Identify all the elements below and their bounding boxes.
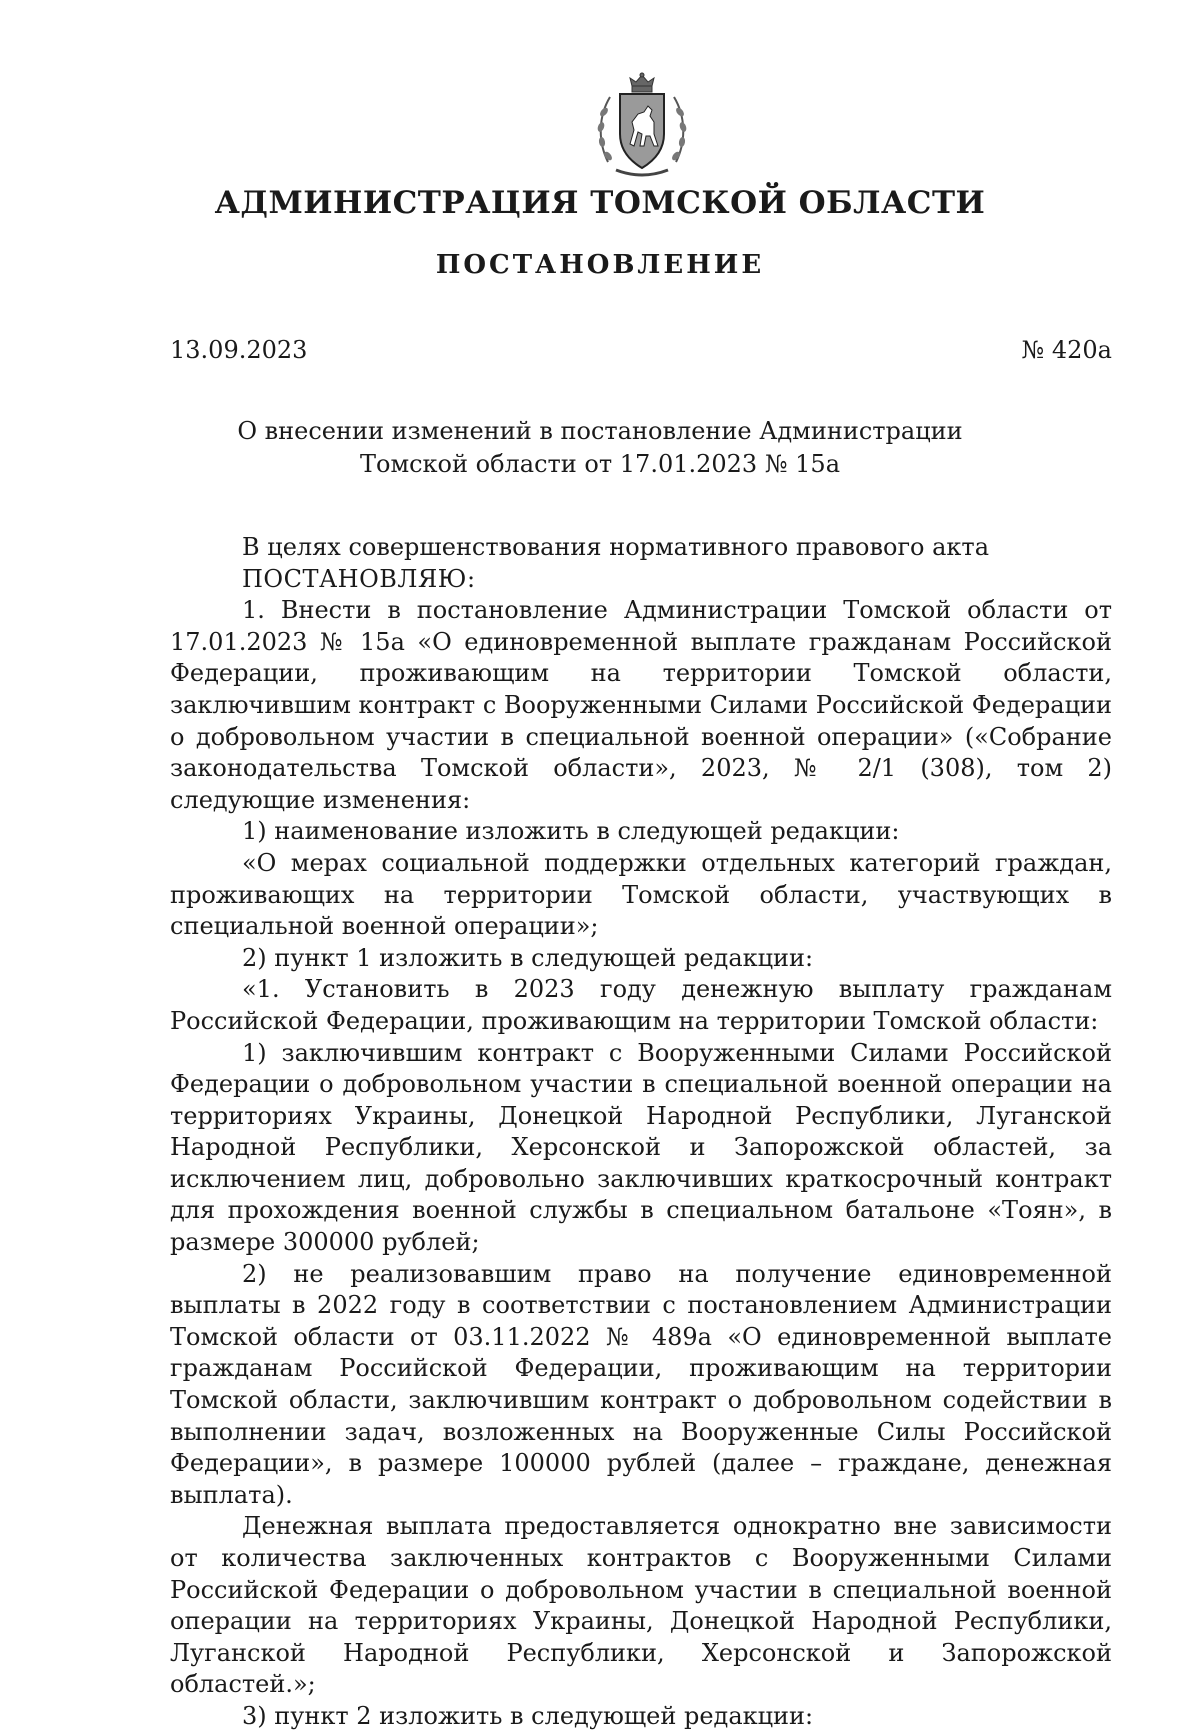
paragraph-subitem-2: 2) пункт 1 изложить в следующей редакции:: [242, 943, 814, 972]
paragraph-decree: ПОСТАНОВЛЯЮ:: [242, 564, 476, 593]
document-type: ПОСТАНОВЛЕНИЕ: [435, 250, 765, 280]
paragraph-new-item-1: «1. Установить в 2023 году денежную выплату гражданам Российской Федерации, проживающим на территории Томской области:: [170, 975, 1112, 1035]
document-number: № 420а: [1021, 336, 1112, 364]
document-date: 13.09.2023: [170, 336, 308, 364]
document-subject: [0, 415, 1200, 481]
paragraph-new-title: «О мерах социальной поддержки отдельных категорий граждан, проживающих на территории Томской области, участвующих в специальной военной операции»;: [170, 848, 1112, 941]
paragraph-item-1: 1. Внести в постановление Администрации Томской области от 17.01.2023 № 15а «О единовременной выплате гражданам Российской Федерации, проживающим на территории Томской области, заключившим контракт с Вооруженными Силами Российской Федерации о добровольном участии в специальной военной операции» («Собрание законодательства Томской области», 2023, № 2/1 (308), том 2) следующие изменения:: [170, 596, 1112, 814]
subject-line-1: О внесении изменений в постановление Администрации: [237, 417, 963, 445]
paragraph-new-subitem-1: 1) заключившим контракт с Вооруженными Силами Российской Федерации о добровольном участии в специальной военной операции на территориях Украины, Донецкой Народной Республики, Луганской Народной Республики, Херсонской и Запорожской областей, за исключением лиц, добровольно заключивших краткосрочный контракт для прохождения военной службы в специальном батальоне «Тоян», в размере 300000 рублей;: [170, 1038, 1112, 1257]
paragraph-new-subitem-2: 2) не реализовавшим право на получение единовременной выплаты в 2022 году в соответствии с постановлением Администрации Томской области от 03.11.2022 № 489а «О единовременной выплате гражданам Российской Федерации, проживающим на территории Томской области, заключившим контракт о добровольном содействии в выполнении задач, возложенных на Вооруженные Силы Российской Федерации», в размере 100000 рублей (далее – граждане, денежная выплата).: [170, 1259, 1112, 1509]
document-body: [170, 532, 1112, 1733]
paragraph-subitem-3: 3) пункт 2 изложить в следующей редакции:: [242, 1701, 814, 1730]
paragraph-purpose: В целях совершенствования нормативного правового акта: [242, 533, 989, 561]
paragraph-payment-note: Денежная выплата предоставляется однократно вне зависимости от количества заключенных контрактов с Вооруженными Силами Российской Федерации о добровольном участии в специальной военной операции на территориях Украины, Донецкой Народной Республики, Луганской Народной Республики, Херсонской и Запорожской областей.»;: [170, 1512, 1112, 1699]
paragraph-subitem-1: 1) наименование изложить в следующей редакции:: [242, 817, 900, 846]
organization-title: АДМИНИСТРАЦИЯ ТОМСКОЙ ОБЛАСТИ: [214, 185, 986, 221]
coat-of-arms-icon: [588, 72, 696, 180]
subject-line-2: Томской области от 17.01.2023 № 15а: [359, 450, 841, 478]
